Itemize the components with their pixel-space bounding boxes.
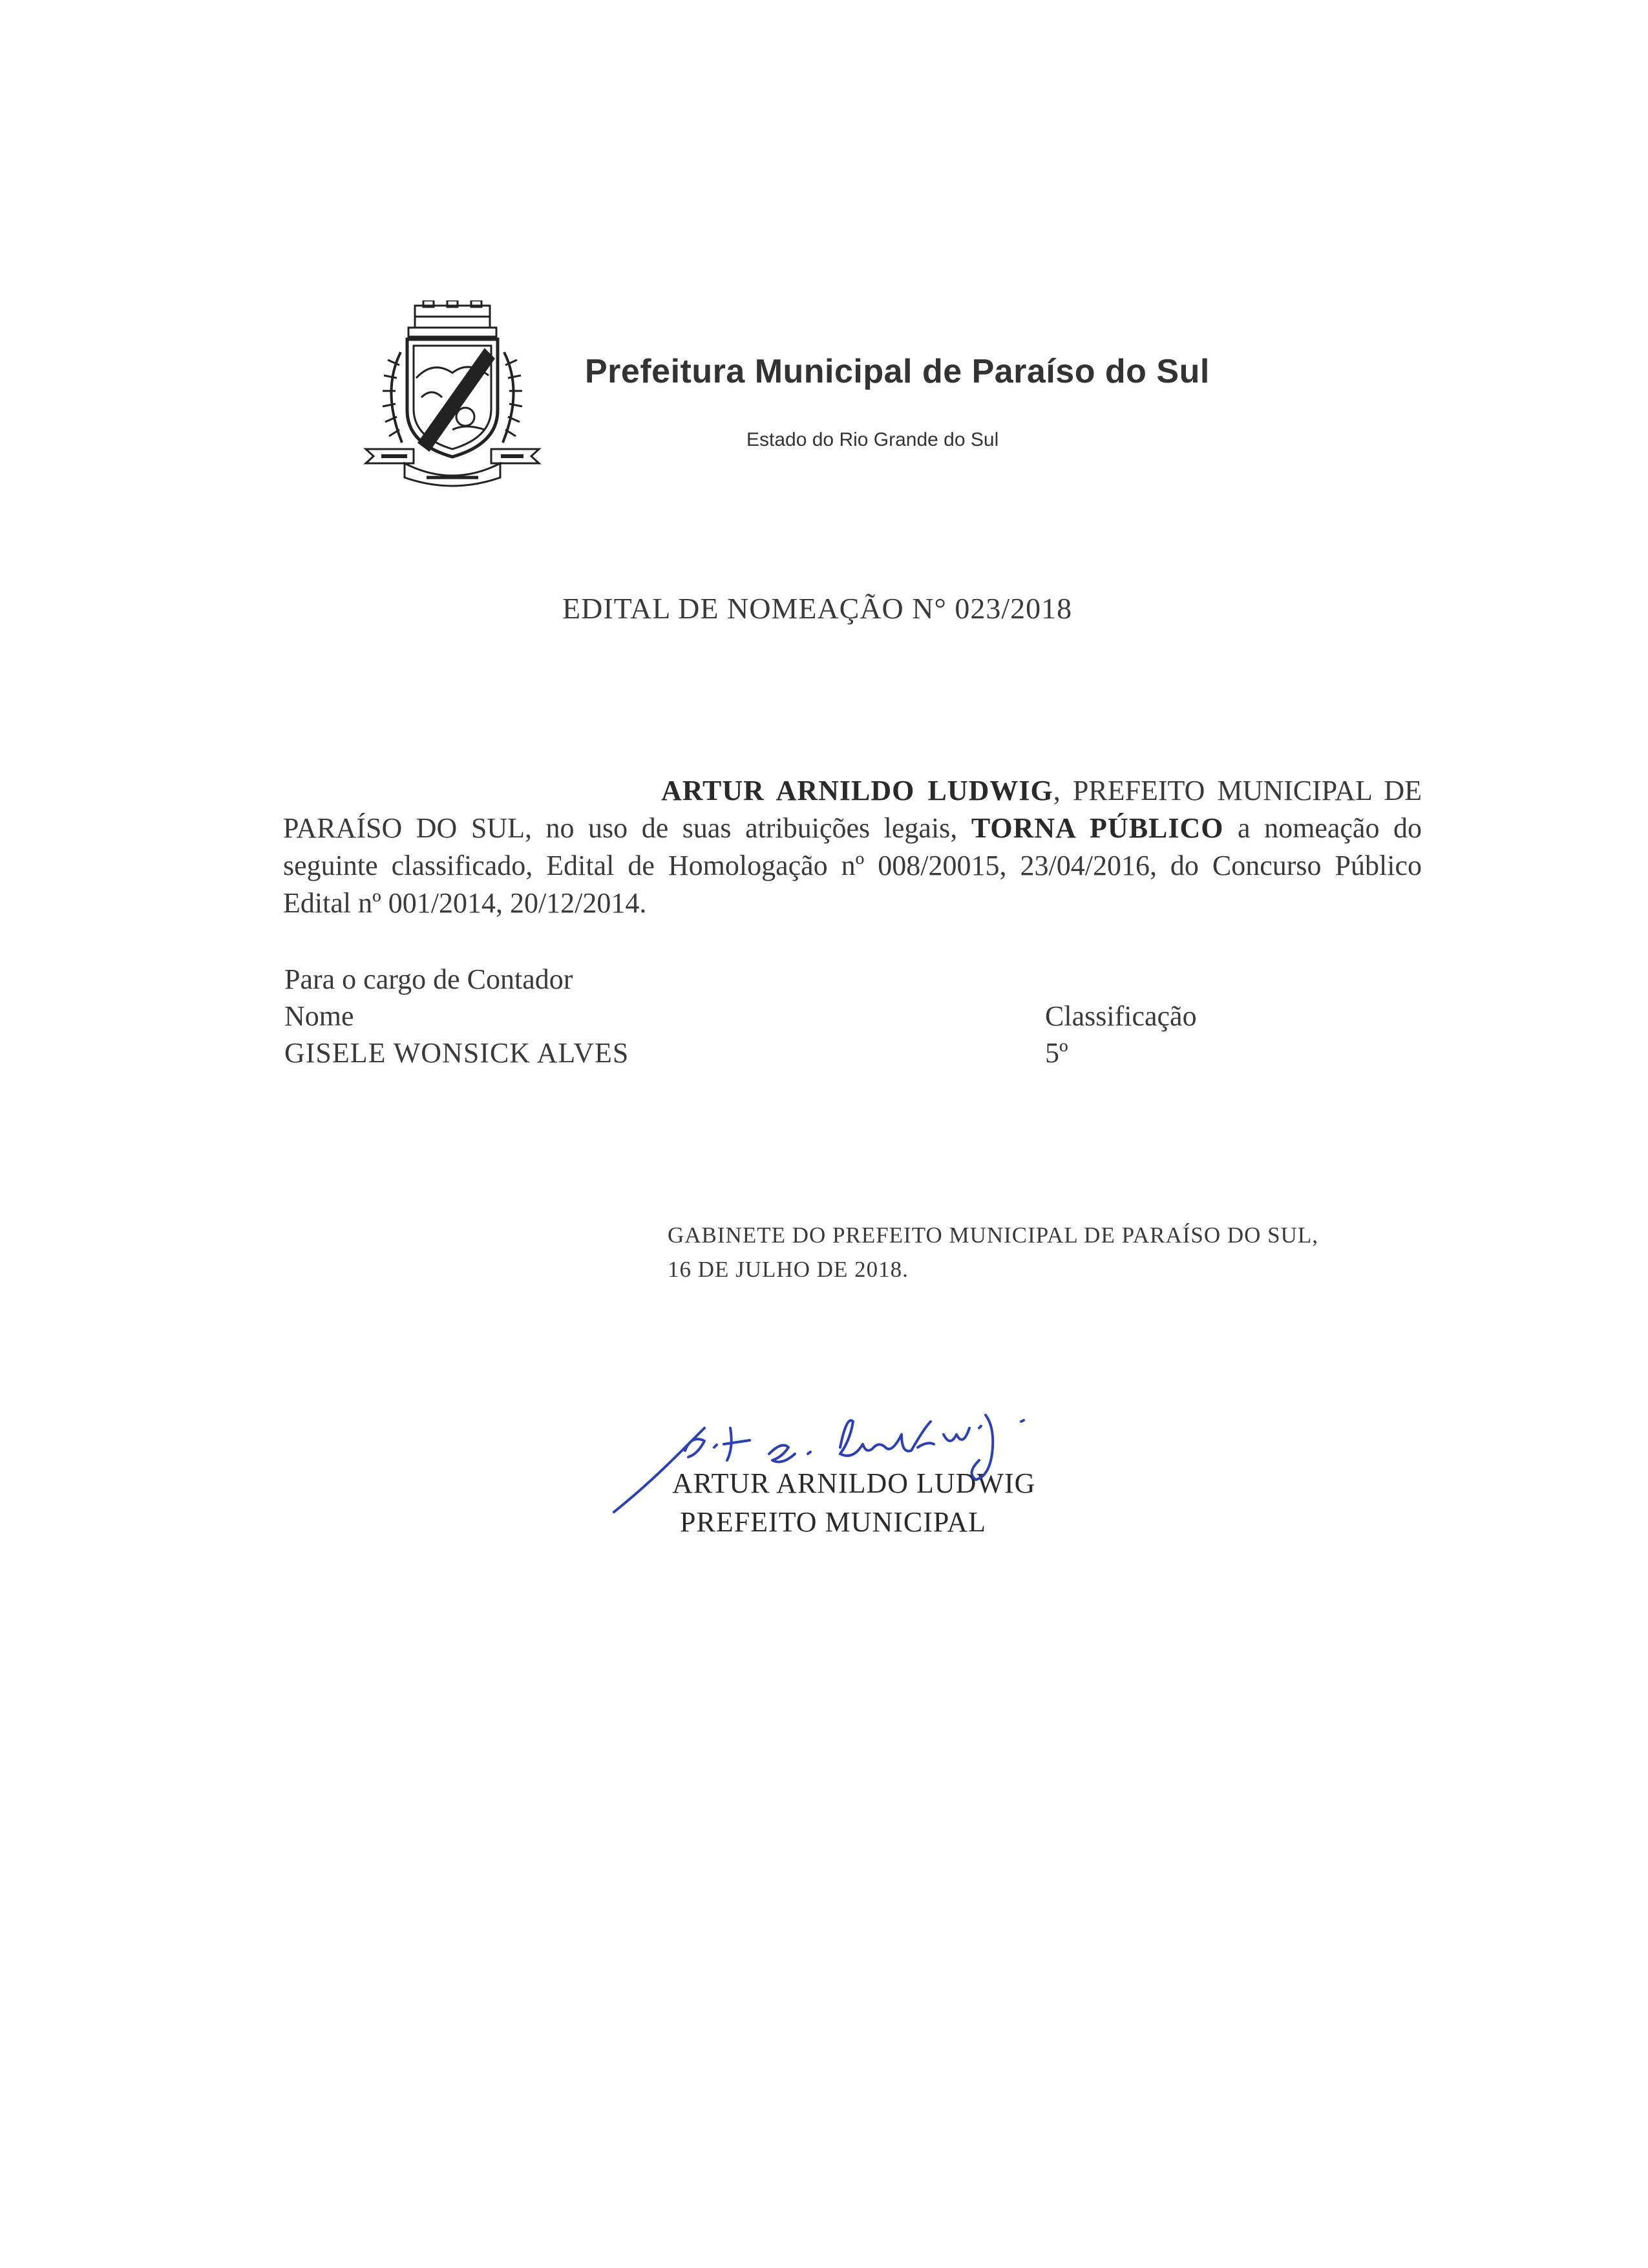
municipality-title: Prefeitura Municipal de Paraíso do Sul — [585, 353, 1210, 390]
municipal-crest-icon — [362, 300, 543, 494]
edict-body — [283, 772, 1422, 922]
handwritten-signature — [607, 1389, 1060, 1538]
column-header-name: Nome — [284, 1000, 354, 1032]
signatory-role: PREFEITO MUNICIPAL — [680, 1506, 986, 1538]
appointee-name: GISELE WONSICK ALVES — [284, 1037, 629, 1069]
closing-date: 16 DE JULHO DE 2018. — [668, 1257, 909, 1282]
torna-publico-bold: TORNA PÚBLICO — [971, 812, 1224, 844]
appointee-classification: 5º — [1045, 1037, 1068, 1069]
body-text-a: , PREFEITO MUNICIPAL DE PARAÍSO DO SUL, no uso de suas atribuições legais, — [283, 775, 1422, 844]
signatory-name: ARTUR ARNILDO LUDWIG — [672, 1467, 1036, 1499]
edict-title: EDITAL DE NOMEAÇÃO N° 023/2018 — [562, 592, 1073, 625]
position-label: Para o cargo de Contador — [284, 963, 573, 995]
mayor-name-bold: ARTUR ARNILDO LUDWIG — [661, 775, 1053, 806]
state-subtitle: Estado do Rio Grande do Sul — [746, 429, 999, 450]
column-header-classification: Classificação — [1045, 1000, 1197, 1032]
closing-place: GABINETE DO PREFEITO MUNICIPAL DE PARAÍSO DO SUL, — [668, 1223, 1319, 1248]
body-text-b: a nomeação do seguinte classificado, Edital de Homologação nº 008/20015, 23/04/2016, do Concurso Público Edital nº 001/2014, 20/12/2014. — [283, 812, 1422, 919]
